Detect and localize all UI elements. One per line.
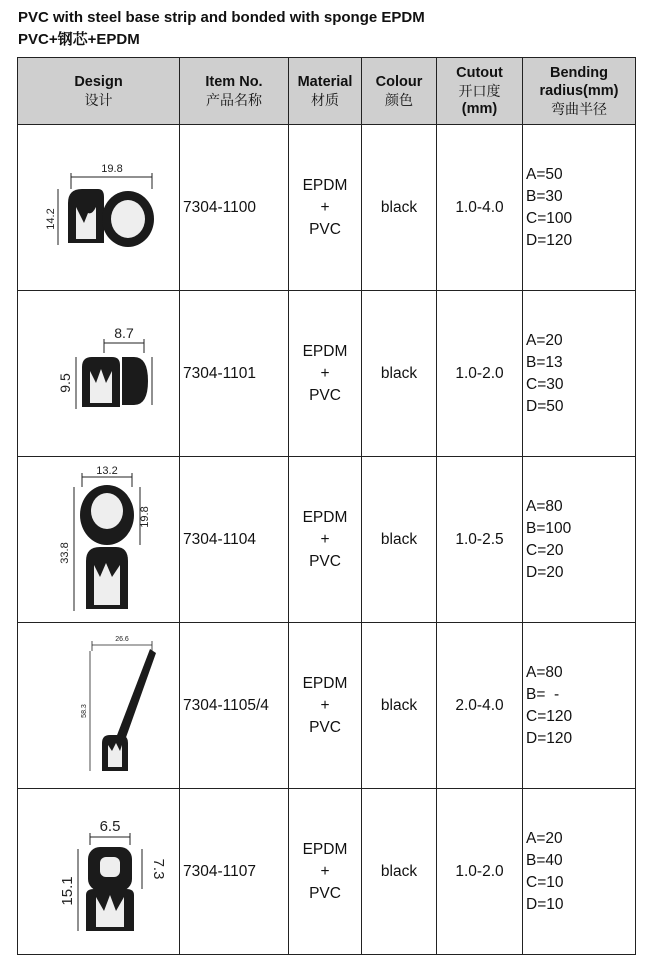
- bending-radius: A=20 B=40 C=10 D=10: [523, 789, 636, 955]
- table-row: [18, 125, 636, 291]
- bending-radius: A=50 B=30 C=100 D=120: [523, 125, 636, 291]
- header-cutout: Cutout 开口度 (mm): [437, 58, 523, 125]
- page-subtitle: PVC+钢芯+EPDM: [18, 31, 140, 48]
- cutout: 1.0-2.5: [437, 457, 523, 623]
- dimension-label: 58.3: [80, 703, 88, 718]
- table-row: [18, 789, 636, 955]
- cutout: 2.0-4.0: [437, 623, 523, 789]
- material: EPDM + PVC: [289, 457, 362, 623]
- design-drawing: [18, 789, 180, 955]
- dimension-label: 7.3: [149, 858, 167, 879]
- dimension-label: 14.2: [44, 207, 57, 230]
- item-number: 7304-1107: [180, 789, 289, 955]
- material: EPDM + PVC: [289, 789, 362, 955]
- dimension-label: 9.5: [56, 372, 73, 393]
- item-number: 7304-1104: [180, 457, 289, 623]
- cutout: 1.0-2.0: [437, 789, 523, 955]
- table-row: [18, 623, 636, 789]
- dimension-label: 19.8: [100, 162, 123, 175]
- item-number: 7304-1105/4: [180, 623, 289, 789]
- item-number: 7304-1100: [180, 125, 289, 291]
- material: EPDM + PVC: [289, 125, 362, 291]
- dimension-label: 26.6: [114, 635, 129, 643]
- dimension-label: 15.1: [58, 875, 76, 906]
- table-row: [18, 457, 636, 623]
- table-header-row: [18, 58, 636, 125]
- design-drawing: [18, 291, 180, 457]
- colour: black: [362, 125, 437, 291]
- colour: black: [362, 623, 437, 789]
- bending-radius: A=80 B=100 C=20 D=20: [523, 457, 636, 623]
- dimension-label: 19.8: [138, 505, 151, 528]
- item-number: 7304-1101: [180, 291, 289, 457]
- header-bending-radius: Bending radius(mm) 弯曲半径: [523, 58, 636, 125]
- bending-radius: A=80 B= - C=120 D=120: [523, 623, 636, 789]
- header-colour: Colour 颜色: [362, 58, 437, 125]
- design-drawing: [18, 457, 180, 623]
- dimension-label: 8.7: [113, 324, 134, 341]
- dimension-label: 33.8: [58, 541, 71, 564]
- bending-radius: A=20 B=13 C=30 D=50: [523, 291, 636, 457]
- header-item-no: Item No. 产品名称: [180, 58, 289, 125]
- table-row: [18, 291, 636, 457]
- cutout: 1.0-2.0: [437, 291, 523, 457]
- header-material: Material 材质: [289, 58, 362, 125]
- colour: black: [362, 457, 437, 623]
- colour: black: [362, 291, 437, 457]
- dimension-label: 13.2: [95, 464, 118, 477]
- page-title: PVC with steel base strip and bonded with sponge EPDM: [18, 9, 425, 26]
- design-drawing: [18, 125, 180, 291]
- header-design: Design 设计: [18, 58, 180, 125]
- colour: black: [362, 789, 437, 955]
- design-drawing: [18, 623, 180, 789]
- dimension-label: 6.5: [99, 817, 120, 835]
- cutout: 1.0-4.0: [437, 125, 523, 291]
- material: EPDM + PVC: [289, 623, 362, 789]
- product-table: [17, 57, 636, 955]
- material: EPDM + PVC: [289, 291, 362, 457]
